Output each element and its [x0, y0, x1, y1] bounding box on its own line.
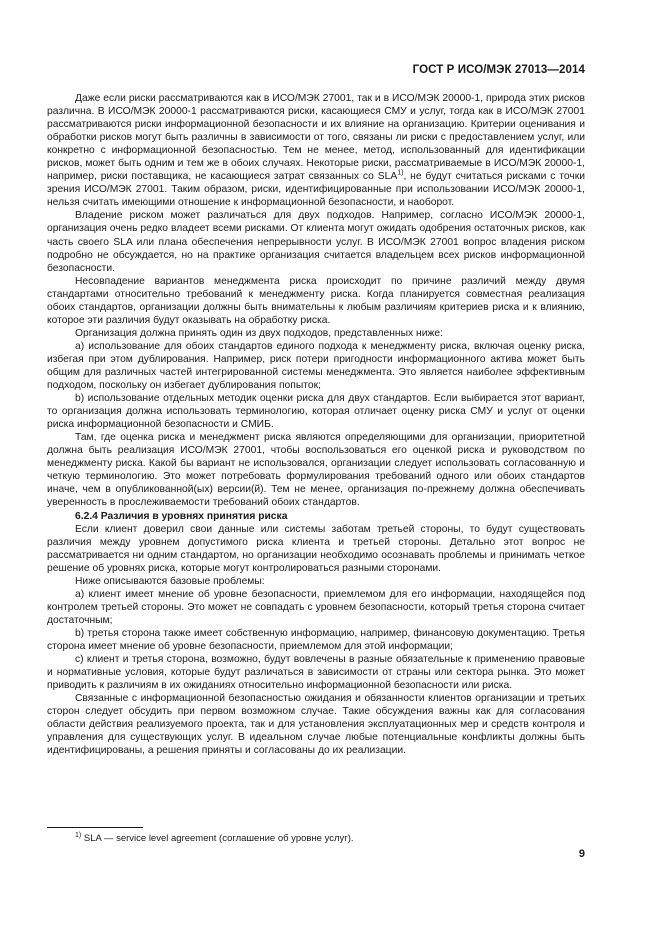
document-body: [47, 92, 585, 757]
footnote-divider: [47, 827, 143, 828]
standard-header: ГОСТ Р ИСО/МЭК 27013—2014: [412, 64, 585, 76]
paragraph: Организация должна принять один из двух подходов, представленных ниже:: [75, 327, 443, 339]
paragraph-text: , не будут считаться рисками с точки зрения ИСО/МЭК 27001. Таким образом, риски, идентифицированные при использовании ИСО/МЭК 20000-1, нельзя считать имеющими отношение к информационной безопасности, и наоборот.: [47, 171, 585, 209]
paragraph: Там, где оценка риска и менеджмент риска являются определяющими для организации, приоритетной должна быть реализация ИСО/МЭК 27001, чтобы воспользоваться его оценкой риска и руководством по менеджменту риска. Какой бы вариант не использовался, организации следует использовать согласованную и четкую терминологию. Это может потребовать формулирования требований одного или обоих стандартов иначе, чем в опубликованной(ых) версии(й). Тем не менее, организация по-прежнему должна обеспечивать уверенность в прослеживаемости требований обоих стандартов.: [47, 432, 585, 509]
footnote-reference[interactable]: 1): [397, 169, 404, 177]
footnote: [75, 833, 354, 844]
list-item: b) третья сторона также имеет собственную информацию, например, финансовую документацию. Третья сторона имеет мнение об уровне безопасности, приемлемом для этой информации;: [47, 627, 585, 652]
paragraph: Несовпадение вариантов менеджмента риска происходит по причине различий между двумя стандартами относительно требований к менеджменту риска. Когда планируется совместная реализация обоих стандартов, организации должны быть внимательны к любым различиям критериев риска и к влиянию, которое эти различия будут оказывать на обработку риска.: [47, 275, 585, 326]
paragraph-text: Даже если риски рассматриваются как в ИСО/МЭК 27001, так и в ИСО/МЭК 20000-1, природа этих рисков различна. В ИСО/МЭК 20000-1 рассматриваются риски, касающиеся СМУ и услуг, тогда как в ИСО/МЭК 27001 рассматриваются риски информационной безопасности и их влияние на организацию. Критерии оценивания и обработки рисков могут быть различны в зависимости от того, связаны ли риски с предоставлением услуг, или конкретно с информационной безопасностью. Тем не менее, метод, использованный для идентификации рисков, может быть одним и тем же в обоих случаях. Некоторые риски, рассматриваемые в ИСО/МЭК 20000-1, например, риски поставщика, не касающиеся затрат связанных со SLA: [47, 93, 585, 183]
paragraph: Если клиент доверил свои данные или системы заботам третьей стороны, то будут существовать различия между уровнем допустимого риска клиента и третьей стороны. Детально этот вопрос не рассматривается ни одним стандартом, но организации необходимо осознавать проблемы и принимать четкое решение об уровнях риска, которые могут контролироваться разными сторонами.: [47, 523, 585, 574]
list-item: c) клиент и третья сторона, возможно, будут вовлечены в разные обязательные к применению правовые и нормативные условия, которые будут различаться в зависимости от страны или сектора рынка. Это может приводить к различиям в их ожиданиях относительно информационной безопасности или риска.: [47, 654, 585, 692]
list-item: b) использование отдельных методик оценки риска для двух стандартов. Если выбирается этот вариант, то организация должна использовать терминологию, которая отличает оценку риска СМУ и услуг от оценки риска информационной безопасности и СМИБ.: [47, 393, 585, 431]
paragraph: Владение риском может различаться для двух подходов. Например, согласно ИСО/МЭК 20000-1, организация очень редко владеет всеми рисками. От клиента могут ожидать одобрения остаточных рисков, как часть своего SLA или плана обеспечения непрерывности услуг. В ИСО/МЭК 27001 вопрос владения риском подробно не обсуждается, но на практике организация считается владельцем всех рисков информационной безопасности.: [47, 210, 585, 274]
paragraph: Ниже описываются базовые проблемы:: [75, 575, 265, 587]
footnote-marker: 1): [75, 831, 82, 839]
paragraph: [47, 92, 585, 209]
section-heading: 6.2.4 Различия в уровнях принятия риска: [75, 510, 288, 522]
list-item: a) использование для обоих стандартов единого подхода к менеджменту риска, включая оценку риска, избегая при этом дублирования. Например, риск потери пригодности информационного актива может быть общим для различных частей интегрированной системы менеджмента. Это является наиболее эффективным подходом, поскольку он избегает дублирования попыток;: [47, 340, 585, 392]
footnote-text: SLA — service level agreement (соглашение об уровне услуг).: [83, 833, 354, 844]
list-item: a) клиент имеет мнение об уровне безопасности, приемлемом для его информации, находящейся под контролем третьей стороны. Это может не совпадать с уровнем безопасности, который третья сторона считает достаточным;: [47, 588, 585, 626]
paragraph: Связанные с информационной безопасностью ожидания и обязанности клиентов организации и третьих сторон следует обсудить при первом возможном случае. Такие обсуждения важны как для согласования области действия реализуемого проекта, так и для установления эксплуатационных мер и средств контроля и управления для существующих услуг. В идеальном случае любые потенциальные конфликты должны быть идентифицированы, а решения приняты и согласованы до их реализации.: [47, 693, 585, 757]
page-number: 9: [578, 848, 585, 860]
